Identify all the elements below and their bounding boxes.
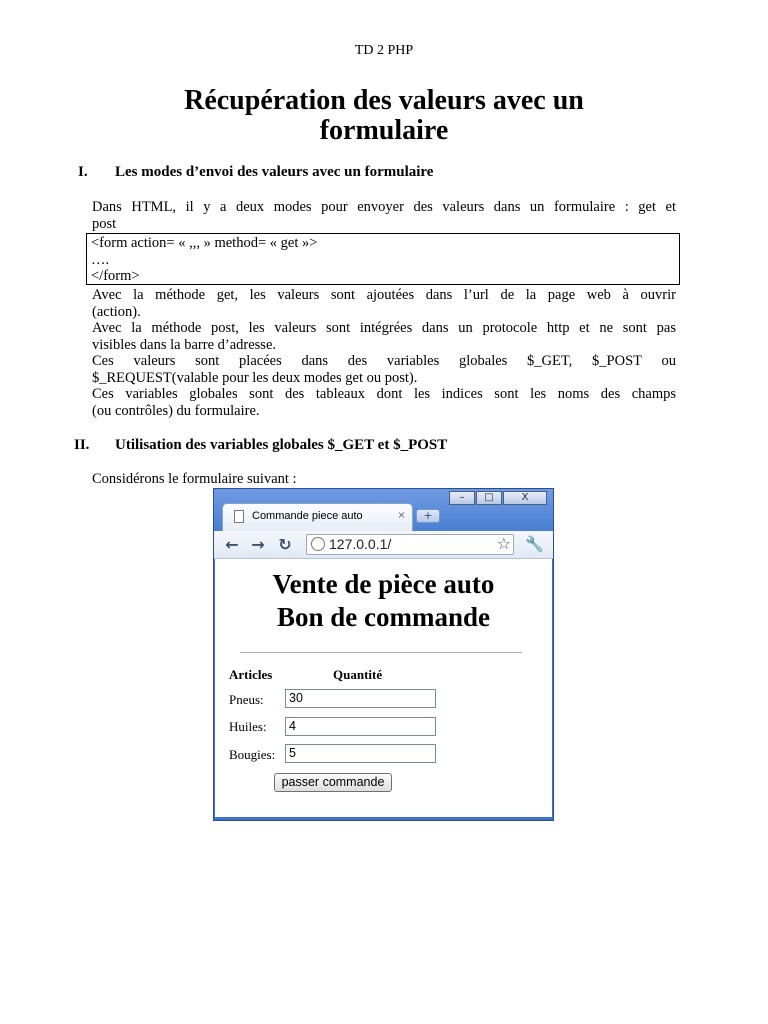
- title-line-2: formulaire: [319, 115, 449, 146]
- col-header-articles: Articles: [229, 667, 273, 682]
- code-line-3: </form>: [91, 268, 140, 284]
- section-1-intro: [92, 199, 676, 232]
- section-1-number: I.: [78, 164, 88, 180]
- heading-line-1: Vente de pièce auto: [272, 569, 495, 599]
- tab-close-icon[interactable]: ×: [397, 508, 405, 522]
- intro-line-1: Dans HTML, il y a deux modes pour envoyer des valeurs dans un formulaire : get et: [92, 199, 676, 215]
- globe-icon: [311, 537, 325, 551]
- p3-line-2: $_REQUEST(valable pour les deux modes get ou post).: [92, 369, 418, 386]
- section-2-intro: Considérons le formulaire suivant :: [92, 471, 297, 487]
- maximize-button[interactable]: □: [476, 491, 502, 505]
- close-window-button[interactable]: X: [503, 491, 547, 505]
- title-line-1: Récupération des valeurs avec un: [184, 85, 584, 116]
- input-pneus[interactable]: 30: [285, 689, 436, 708]
- new-tab-button[interactable]: +: [416, 509, 440, 523]
- input-bougies[interactable]: 5: [285, 744, 436, 763]
- forward-arrow-icon[interactable]: →: [251, 535, 265, 554]
- section-1-body: [92, 287, 676, 419]
- browser-toolbar: [214, 531, 553, 559]
- p2-line-2: visibles dans la barre d’adresse.: [92, 336, 277, 353]
- p1-line-1: Avec la méthode get, les valeurs sont ajoutées dans l’url de la page web à ouvrir: [92, 287, 676, 303]
- star-icon[interactable]: ☆: [496, 534, 511, 553]
- document-header: TD 2 PHP: [354, 43, 414, 58]
- section-2-title: Utilisation des variables globales $_GET et $_POST: [115, 437, 448, 453]
- p1-line-2: (action).: [92, 303, 141, 320]
- heading-line-2: Bon de commande: [276, 602, 490, 632]
- reload-icon[interactable]: ↻: [278, 535, 292, 554]
- submit-button[interactable]: passer commande: [274, 773, 392, 792]
- section-2-number: II.: [74, 437, 90, 453]
- p4-line-1: Ces variables globales sont des tableaux dont les indices sont les noms des champs: [92, 386, 676, 402]
- code-line-2: ….: [91, 251, 110, 268]
- minimize-button[interactable]: –: [449, 491, 475, 505]
- address-bar[interactable]: [306, 534, 514, 555]
- url-text: 127.0.0.1/: [329, 536, 392, 552]
- browser-content: [215, 559, 552, 817]
- window-controls: [448, 491, 547, 506]
- section-1-title: Les modes d’envoi des valeurs avec un formulaire: [115, 164, 434, 180]
- back-arrow-icon[interactable]: ←: [225, 535, 239, 554]
- divider: [240, 652, 522, 653]
- browser-window: [213, 488, 554, 821]
- code-line-1: <form action= « ,,, » method= « get »>: [91, 235, 318, 251]
- p2-line-1: Avec la méthode post, les valeurs sont intégrées dans un protocole http et ne sont pas: [92, 320, 676, 336]
- p3-line-1: Ces valeurs sont placées dans des variables globales $_GET, $_POST ou: [92, 353, 676, 369]
- page-title: [0, 86, 768, 146]
- input-huiles[interactable]: 4: [285, 717, 436, 736]
- code-example-box: [86, 233, 680, 285]
- page-heading: [215, 568, 552, 634]
- label-huiles: Huiles:: [229, 719, 267, 734]
- browser-titlebar: [214, 489, 553, 531]
- p4-line-2: (ou contrôles) du formulaire.: [92, 402, 260, 419]
- intro-line-2: post: [92, 215, 117, 232]
- page-icon: [234, 510, 244, 523]
- col-header-quantite: Quantité: [333, 667, 383, 682]
- wrench-icon[interactable]: 🔧: [525, 535, 544, 553]
- label-bougies: Bougies:: [229, 747, 276, 762]
- label-pneus: Pneus:: [229, 692, 264, 707]
- browser-tab[interactable]: [222, 503, 413, 531]
- tab-title: Commande piece auto: [252, 510, 363, 522]
